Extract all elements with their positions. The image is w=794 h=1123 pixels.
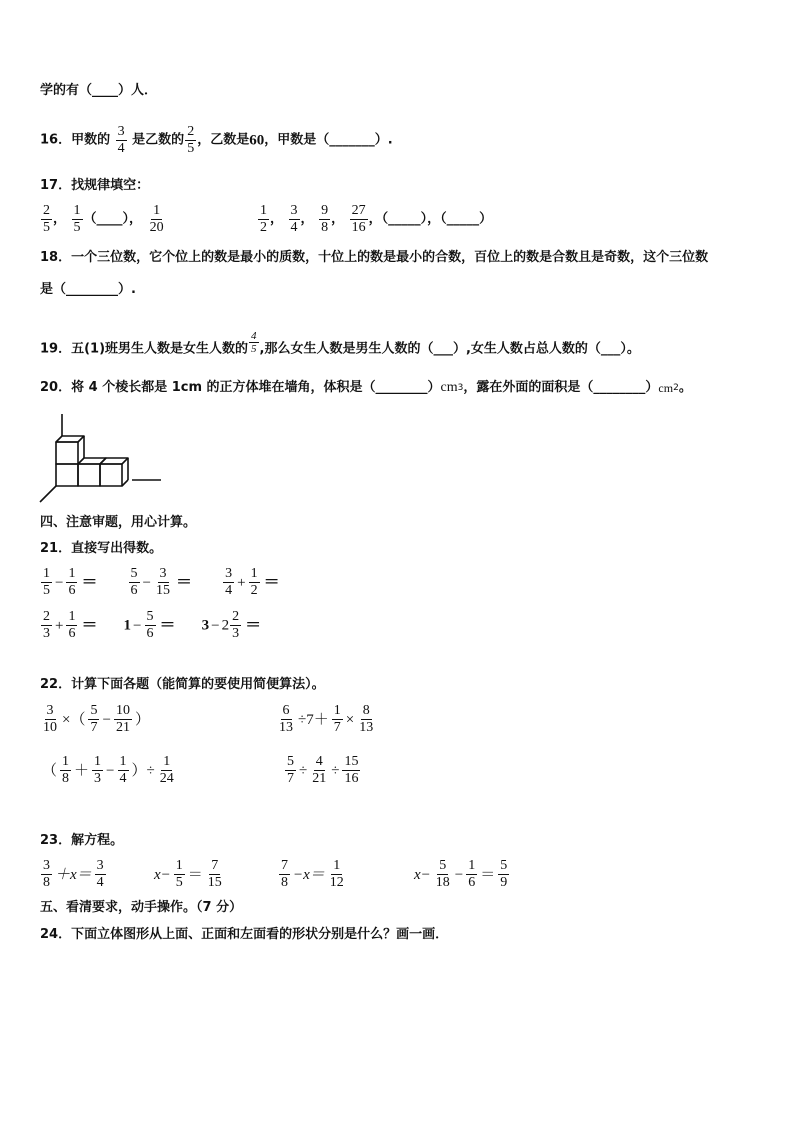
q15-tail-text: 学的有（____）人． xyxy=(40,83,158,98)
q23-eq-4: x− $\frac{5}{18}$ − $\frac{1}{6}$ ＝ $\frac{5}{9}$ xyxy=(414,858,508,890)
q23-e2-f2: $\frac{7}{15}$ xyxy=(207,858,222,890)
q21-r2b-f2: $\frac{5}{6}$ xyxy=(146,609,154,641)
q22-expr-2: $\frac{6}{13}$ ÷7＋ $\frac{1}{7}$ × $\frac{8}{13}$ xyxy=(279,703,374,735)
q20-unit-1: cm xyxy=(440,380,458,395)
q22-e3-f1: $\frac{1}{8}$ xyxy=(62,754,70,786)
q16-number: 16． xyxy=(40,132,72,148)
q16-value: 60 xyxy=(249,132,265,149)
q16-fraction-1: $\frac{3}{4}$ xyxy=(117,124,125,156)
q21-row-1: $\frac{1}{5}$ − $\frac{1}{6}$ ＝ $\frac{5}{6}$ − $\frac{3}{15}$ ＝ $\frac{3}{4}$ + $\frac{1}{2}$ ＝ xyxy=(43,566,280,598)
q16-text-1: 甲数的 xyxy=(71,132,111,148)
q22-e1-f2: $\frac{5}{7}$ xyxy=(90,703,98,735)
q17-s2-fraction-3: $\frac{9}{8}$ xyxy=(321,203,329,235)
q21-row-2: $\frac{2}{3}$ + $\frac{1}{6}$ ＝ 1 − $\frac{5}{6}$ ＝ 3 − 2 $\frac{2}{3}$ ＝ xyxy=(43,609,262,641)
q23-eq-2: x− $\frac{1}{5}$ ＝ $\frac{7}{15}$ xyxy=(154,858,222,890)
q17-s1-blank: （____）， xyxy=(83,211,143,227)
q21-r2c-f2: $\frac{2}{3}$ xyxy=(232,609,240,641)
q21-r1c-f1: $\frac{3}{4}$ xyxy=(225,566,233,598)
q17-title: 17．找规律填空： xyxy=(40,178,150,193)
q21-r1b-f2: $\frac{3}{15}$ xyxy=(156,566,171,598)
q21-r2a-f2: $\frac{1}{6}$ xyxy=(68,609,76,641)
q22-e2-f2: $\frac{1}{7}$ xyxy=(333,703,341,735)
q15-tail xyxy=(40,82,157,101)
cubes-in-corner-figure xyxy=(38,412,168,507)
q21-r1c-f2: $\frac{1}{2}$ xyxy=(250,566,258,598)
q22-e1-f1: $\frac{3}{10}$ xyxy=(43,703,57,735)
q23-e3-f2: $\frac{1}{12}$ xyxy=(329,858,344,890)
q23-e1-f2: $\frac{3}{4}$ xyxy=(96,858,104,890)
q20-text-1: 20．将 4 个棱长都是 1cm 的正方体堆在墙角，体积是（________） xyxy=(40,380,441,395)
q23-e4-f3: $\frac{5}{9}$ xyxy=(500,858,508,890)
q23-e4-f2: $\frac{1}{6}$ xyxy=(468,858,476,890)
q22-expr-1: $\frac{3}{10}$ ×（ $\frac{5}{7}$ − $\frac{10}{21}$ ） xyxy=(43,703,150,735)
q22-title: 22．计算下面各题（能简算的要使用简便算法）。 xyxy=(40,677,325,692)
q17-s1-fraction-3: $\frac{1}{20}$ xyxy=(149,203,164,235)
q22-e4-f2: $\frac{4}{21}$ xyxy=(312,754,327,786)
q22-expr-4: $\frac{5}{7}$ ÷ $\frac{4}{21}$ ÷ $\frac{15}{16}$ xyxy=(287,754,359,786)
q21-title: 21．直接写出得数。 xyxy=(40,541,163,556)
q19-fraction: $\frac{4}{5}$ xyxy=(251,330,257,355)
q21-r1b-f1: $\frac{5}{6}$ xyxy=(130,566,138,598)
q17-s1-fraction-1: $\frac{2}{5}$ xyxy=(43,203,50,235)
q23-e3-f1: $\frac{7}{8}$ xyxy=(281,858,288,890)
q23-title: 23．解方程。 xyxy=(40,833,124,848)
q24-title: 24．下面立体图形从上面、正面和左面看的形状分别是什么？画一画． xyxy=(40,927,449,942)
floor-diagonal-line xyxy=(40,486,56,502)
q22-expr-3: （ $\frac{1}{8}$ ＋ $\frac{1}{3}$ − $\frac{1}{4}$ ）÷ $\frac{1}{24}$ xyxy=(42,754,174,786)
q22-e3-f2: $\frac{1}{3}$ xyxy=(94,754,102,786)
q19-text-2: ,那么女生人数是男生人数的（___）,女生人数占总人数的（___）。 xyxy=(259,341,640,357)
q19 xyxy=(40,330,640,359)
q22-e1-f3: $\frac{10}{21}$ xyxy=(115,703,130,735)
q16-text-4: ，甲数是（_______）. xyxy=(264,132,393,148)
q19-text-1: 19．五(1)班男生人数是女生人数的 xyxy=(40,341,249,357)
q23-eq-1: $\frac{3}{8}$ ＋x＝ $\frac{3}{4}$ xyxy=(43,858,104,890)
q18-line-1: 18．一个三位数，它个位上的数是最小的质数，十位上的数是最小的合数，百位上的数是合数且是奇数，这个三位数 xyxy=(40,250,709,265)
q21-r2a-f1: $\frac{2}{3}$ xyxy=(43,609,50,641)
q22-e2-f1: $\frac{6}{13}$ xyxy=(279,703,293,735)
q23-eq-3: $\frac{7}{8}$ −x＝ $\frac{1}{12}$ xyxy=(281,858,344,890)
q20-unit-2: cm xyxy=(658,381,674,395)
q18-line-2: 是（________）. xyxy=(40,282,136,297)
q22-e2-f3: $\frac{8}{13}$ xyxy=(359,703,374,735)
section-4-title: 四、注意审题，用心计算。 xyxy=(40,515,197,530)
q17-sequence-1: $\frac{2}{5}$ ， $\frac{1}{5}$ （____）， $\frac{1}{20}$ xyxy=(43,203,164,235)
q16-fraction-2: $\frac{2}{5}$ xyxy=(187,124,195,156)
q17-s2-blanks: ，（_____），（_____） xyxy=(368,211,493,227)
q17-sequence-2: $\frac{1}{2}$ ， $\frac{3}{4}$ ， $\frac{9}{8}$ ， $\frac{27}{16}$ ，（_____），（_____） xyxy=(260,203,493,235)
q16-text-3: ，乙数是 xyxy=(197,132,250,148)
q23-e4-f1: $\frac{5}{18}$ xyxy=(435,858,450,890)
q23-e1-f1: $\frac{3}{8}$ xyxy=(43,858,50,890)
q20-text-2: ，露在外面的面积是（________） xyxy=(463,380,659,395)
q16 xyxy=(40,124,393,157)
q21-r1a-f1: $\frac{1}{5}$ xyxy=(43,566,50,598)
q17-s2-fraction-2: $\frac{3}{4}$ xyxy=(290,203,298,235)
q22-e3-f4: $\frac{1}{24}$ xyxy=(159,754,174,786)
q16-text-2: 是乙数的 xyxy=(132,132,185,148)
q17-s2-fraction-1: $\frac{1}{2}$ xyxy=(260,203,267,235)
q22-e4-f1: $\frac{5}{7}$ xyxy=(287,754,294,786)
q22-e4-f3: $\frac{15}{16}$ xyxy=(344,754,359,786)
q21-r1a-f2: $\frac{1}{6}$ xyxy=(68,566,76,598)
q17-s2-fraction-4: $\frac{27}{16}$ xyxy=(351,203,366,235)
section-5-title: 五、看清要求，动手操作。（7 分） xyxy=(40,900,243,915)
q20: 20．将 4 个棱长都是 1cm 的正方体堆在墙角，体积是（________）cm3，露在外面的面积是（________）cm2。 xyxy=(40,380,692,395)
q23-e2-f1: $\frac{1}{5}$ xyxy=(175,858,183,890)
q22-e3-f3: $\frac{1}{4}$ xyxy=(119,754,127,786)
q17-s1-fraction-2: $\frac{1}{5}$ xyxy=(73,203,81,235)
